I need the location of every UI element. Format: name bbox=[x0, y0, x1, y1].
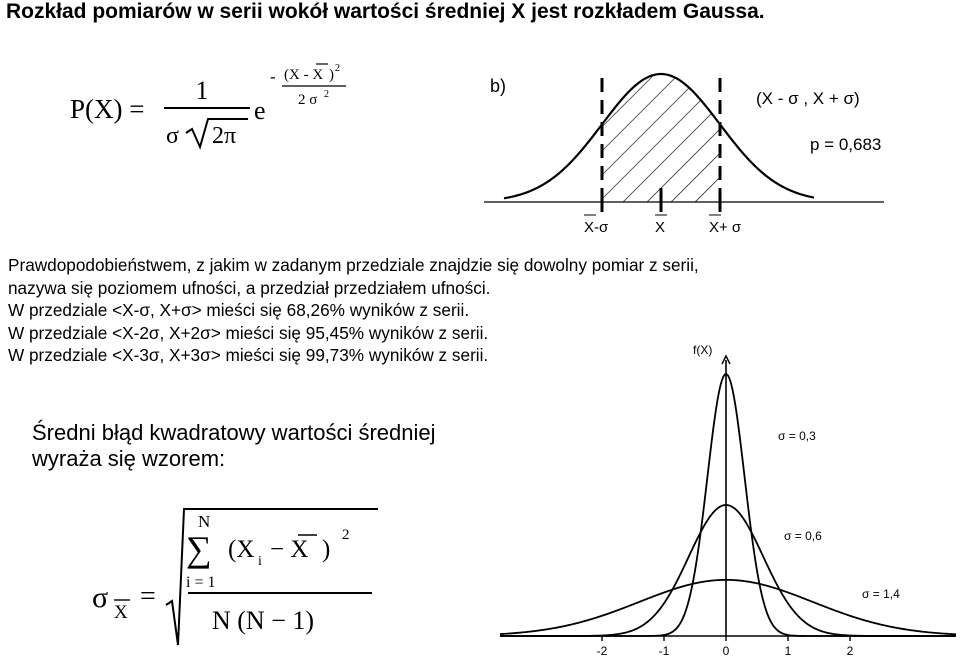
gauss-numerator: 1 bbox=[195, 76, 209, 105]
chart-y-label: f(X) bbox=[693, 343, 713, 357]
paragraph-line: W przedziale <X-2σ, X+2σ> mieści się 95,45% wyników z serii. bbox=[8, 322, 489, 343]
x-tick-label: 2 bbox=[846, 644, 854, 658]
gauss-exp-numerator-open: (X - X bbox=[284, 67, 324, 83]
fig-b-hatched-area bbox=[602, 74, 720, 202]
fig-b-tick-plus: X+ σ bbox=[709, 219, 742, 236]
paragraph-line: nazywa się poziomem ufności, a przedział przedziałem ufności. bbox=[8, 277, 491, 298]
gauss-exp-minus: - bbox=[270, 67, 276, 86]
gauss-exp-denominator: 2 σ bbox=[298, 92, 318, 108]
gauss-formula bbox=[62, 55, 362, 165]
fig-b-tick-mean: X bbox=[655, 219, 666, 236]
paragraph-line: Prawdopodobieństwem, z jakim w zadanym przedziale znajdzie się dowolny pomiar z serii, bbox=[8, 255, 699, 275]
x-tick-label: -2 bbox=[596, 644, 608, 658]
sigma-equals: = bbox=[140, 581, 156, 612]
sum-sign-icon: ∑ bbox=[186, 529, 212, 569]
term-power: 2 bbox=[342, 527, 350, 543]
series-label: σ = 1,4 bbox=[862, 587, 900, 601]
x-tick-label: 0 bbox=[722, 644, 730, 658]
term-mid: − X bbox=[270, 536, 309, 563]
term-open: (X bbox=[228, 536, 255, 563]
gauss-chart bbox=[500, 330, 958, 659]
gauss-exp-numerator-close: ) bbox=[329, 67, 334, 83]
sum-top: N bbox=[198, 512, 211, 531]
figure-b bbox=[484, 52, 914, 247]
term-sub: i bbox=[258, 554, 262, 569]
fig-b-tick-minus: X-σ bbox=[584, 219, 609, 236]
gauss-sigma: σ bbox=[166, 123, 179, 149]
paragraph-line: W przedziale <X-3σ, X+3σ> mieści się 99,73% wyników z serii. bbox=[8, 345, 489, 366]
x-tick-label: -1 bbox=[658, 644, 670, 658]
sigma-formula bbox=[88, 505, 388, 655]
gauss-lhs: P(X) = bbox=[70, 94, 145, 124]
paragraph-line: W przedziale <X-σ, X+σ> mieści się 68,26% wyników z serii. bbox=[8, 300, 470, 321]
sigma-denominator: N (N − 1) bbox=[212, 606, 315, 635]
gauss-exp-denominator-power: 2 bbox=[324, 89, 329, 100]
fig-b-probability: p = 0,683 bbox=[810, 135, 882, 154]
sigma-lhs-sub: X bbox=[114, 602, 128, 623]
gauss-exp-numerator-power: 2 bbox=[335, 63, 340, 74]
avg-error-heading bbox=[32, 420, 436, 472]
x-tick-label: 1 bbox=[784, 644, 792, 658]
gauss-two-pi: 2π bbox=[212, 123, 237, 149]
fig-b-label: b) bbox=[490, 76, 507, 96]
page-title: Rozkład pomiarów w serii wokół wartości średniej X jest rozkładem Gaussa. bbox=[6, 0, 765, 23]
avg-error-line-2: wyraża się wzorem: bbox=[32, 446, 226, 471]
term-close: ) bbox=[322, 536, 331, 563]
gauss-e: e bbox=[254, 96, 266, 125]
series-label: σ = 0,3 bbox=[778, 429, 816, 443]
avg-error-line-1: Średni błąd kwadratowy wartości średniej bbox=[32, 420, 436, 445]
sigma-lhs: σ bbox=[92, 581, 109, 614]
fig-b-interval: (X - σ , X + σ) bbox=[756, 89, 860, 108]
series-label: σ = 0,6 bbox=[784, 529, 822, 543]
chart-ticks bbox=[597, 636, 854, 658]
sum-bottom: i = 1 bbox=[186, 574, 216, 591]
series-curve bbox=[500, 505, 956, 636]
